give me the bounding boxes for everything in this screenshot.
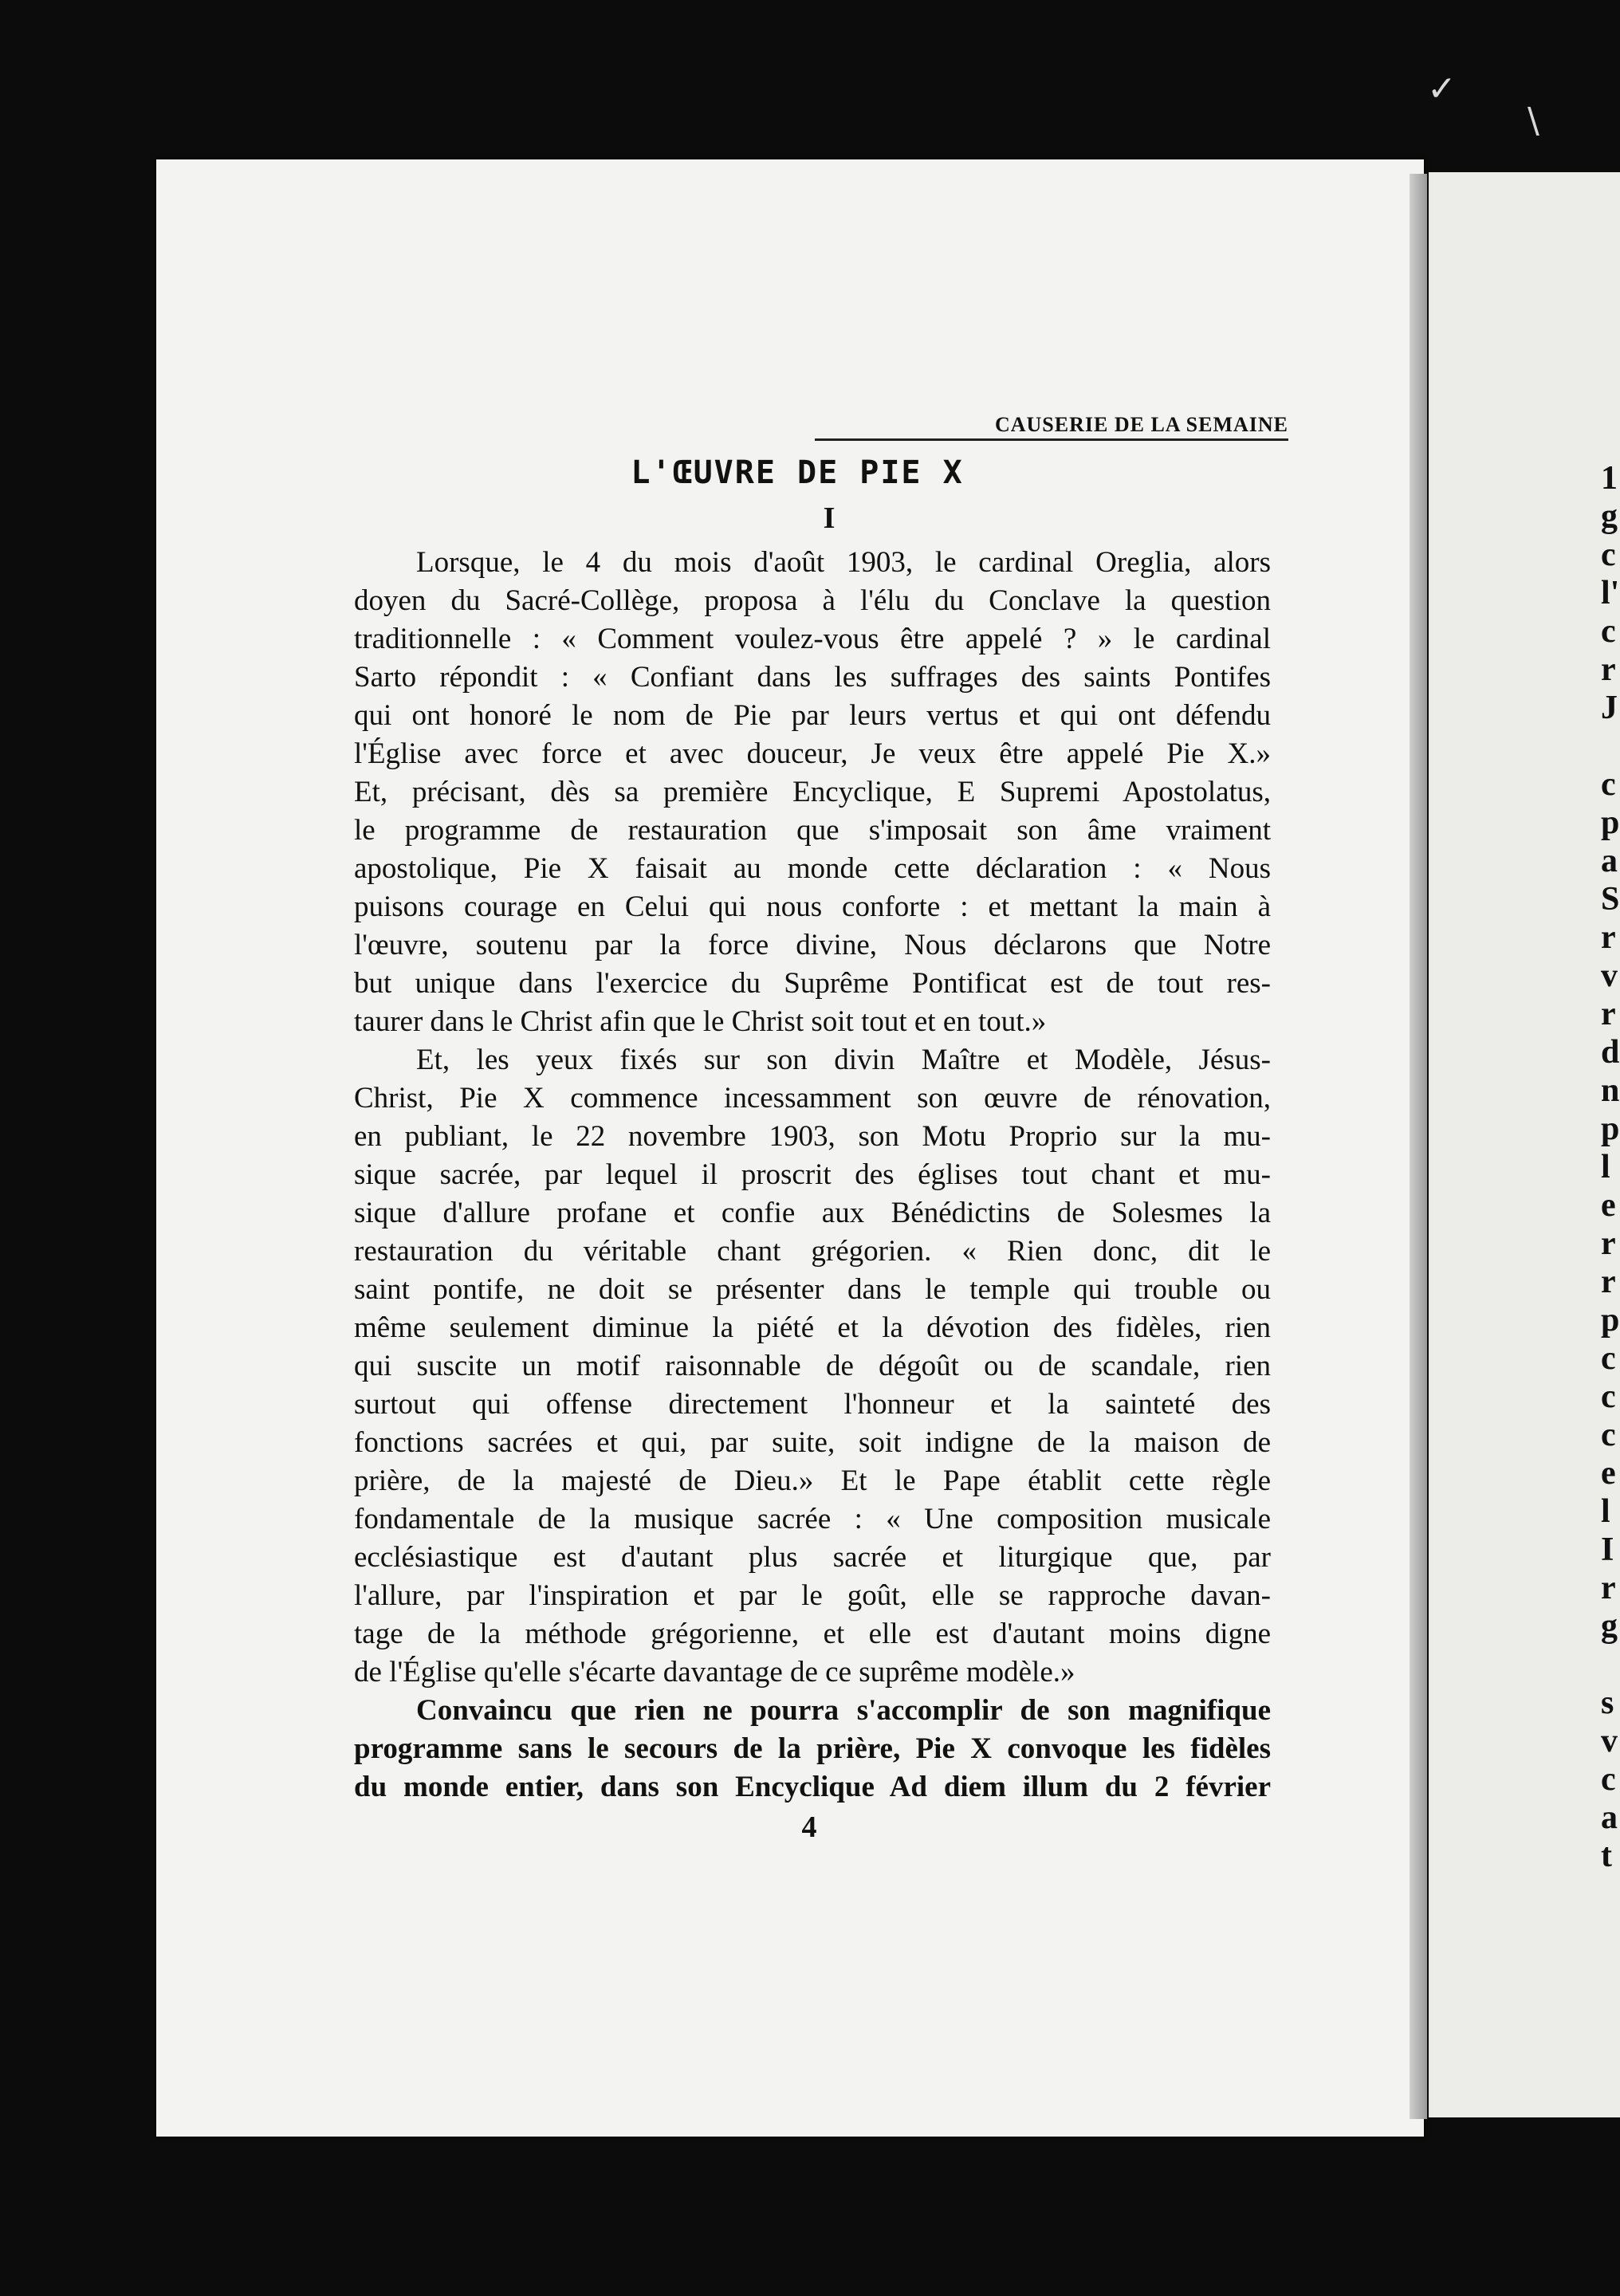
facing-page-letter: c [1601,1761,1616,1798]
facing-page-letter: e [1601,1455,1616,1492]
facing-page-letter: p [1601,1302,1620,1339]
text-line: l'allure, par l'inspiration et par le goût, elle se rapproche davan- [354,1579,1271,1612]
text-line: de l'Église qu'elle s'écarte davantage de ce suprême modèle.» [354,1656,1075,1689]
facing-page-letter: l' [1601,575,1620,611]
text-line: même seulement diminue la piété et la dévotion des fidèles, rien [354,1311,1271,1344]
facing-page-letter: r [1601,651,1616,688]
text-line: l'œuvre, soutenu par la force divine, Nous déclarons que Notre [354,929,1271,961]
text-line: traditionnelle : « Comment voulez-vous être appelé ? » le cardinal [354,623,1271,655]
text-line: but unique dans l'exercice du Suprême Pontificat est de tout res- [354,967,1271,1000]
page-number: 4 [801,1810,817,1844]
text-line: qui ont honoré le nom de Pie par leurs vertus et qui ont défendu [354,699,1271,732]
facing-page-letter: g [1601,498,1618,535]
facing-page-letter: g [1601,1608,1618,1645]
facing-page-letter: J [1601,690,1618,726]
text-line: qui suscite un motif raisonnable de dégoût ou de scandale, rien [354,1350,1271,1382]
text-line: Sarto répondit : « Confiant dans les suffrages des saints Pontifes [354,661,1271,694]
text-line: Christ, Pie X commence incessamment son œuvre de rénovation, [354,1082,1271,1115]
facing-page-letter: r [1601,919,1616,956]
text-line: fonctions sacrées et qui, par suite, soit indigne de la maison de [354,1426,1271,1459]
facing-page-letter: a [1601,843,1618,879]
facing-page [1429,172,1620,2117]
text-line: ecclésiastique est d'autant plus sacrée et liturgique que, par [354,1541,1271,1574]
text-line: taurer dans le Christ afin que le Christ soit tout et en tout.» [354,1005,1047,1038]
text-line: l'Église avec force et avec douceur, Je veux être appelé Pie X.» [354,737,1271,770]
page-edge [1410,174,1427,2119]
text-line: prière, de la majesté de Dieu.» Et le Pape établit cette règle [354,1464,1271,1497]
text-line: Convaincu que rien ne pourra s'accomplir de son magnifique [416,1694,1271,1727]
facing-page-letter: c [1601,613,1616,650]
facing-page-letter: p [1601,1111,1620,1147]
facing-page-letter: n [1601,1072,1620,1109]
text-line: Lorsque, le 4 du mois d'août 1903, le cardinal Oreglia, alors [416,546,1271,579]
text-line: sique sacrée, par lequel il proscrit des églises tout chant et mu- [354,1158,1271,1191]
facing-page-letter: t [1601,1838,1612,1874]
text-line: restauration du véritable chant grégorien. « Rien donc, dit le [354,1235,1271,1268]
facing-page-letter: v [1601,957,1618,994]
text-line: puisons courage en Celui qui nous conforte : et mettant la main à [354,890,1271,923]
facing-page-letter: 1 [1601,460,1618,497]
facing-page-letter: S [1601,881,1620,918]
text-line: tage de la méthode grégorienne, et elle est d'autant moins digne [354,1618,1271,1650]
text-line: Et, précisant, dès sa première Encyclique, E Supremi Apostolatus, [354,776,1271,808]
article-body [354,544,1271,1807]
facing-page-letter: c [1601,1417,1616,1453]
facing-page-letter: r [1601,1570,1616,1606]
text-line: saint pontife, ne doit se présenter dans le temple qui trouble ou [354,1273,1271,1306]
facing-page-letter: c [1601,1378,1616,1415]
facing-page-letter: r [1601,996,1616,1032]
scan-checkmark: ✓ [1427,69,1457,109]
text-line: surtout qui offense directement l'honneur et la sainteté des [354,1388,1271,1421]
facing-page-letter: r [1601,1225,1616,1262]
scan-stroke-mark: \ [1528,100,1539,141]
facing-page-letter: d [1601,1034,1620,1071]
text-line: le programme de restauration que s'imposait son âme vraiment [354,814,1271,847]
facing-page-letter: c [1601,1340,1616,1377]
article-title: L'ŒUVRE DE PIE X [631,454,964,491]
facing-page-letter: l [1601,1493,1610,1530]
text-line: doyen du Sacré-Collège, proposa à l'élu du Conclave la question [354,584,1271,617]
facing-page-letter: l [1601,1149,1610,1185]
facing-page-letter: e [1601,1187,1616,1224]
text-line: Et, les yeux fixés sur son divin Maître et Modèle, Jésus- [416,1044,1271,1076]
text-line: programme sans le secours de la prière, Pie X convoque les fidèles [354,1732,1271,1765]
facing-page-letter: I [1601,1531,1614,1568]
facing-page-letter: p [1601,804,1620,841]
facing-page-letter [1601,727,1620,765]
facing-page-letter: s [1601,1685,1614,1721]
facing-page-letter: a [1601,1799,1618,1836]
text-line: sique d'allure profane et confie aux Bénédictins de Solesmes la [354,1197,1271,1229]
section-number: I [823,501,836,535]
text-line: apostolique, Pie X faisait au monde cette déclaration : « Nous [354,852,1271,885]
running-head: CAUSERIE DE LA SEMAINE [815,413,1288,441]
facing-page-letter: r [1601,1264,1616,1300]
facing-page-letter: c [1601,537,1616,573]
text-line: fondamentale de la musique sacrée : « Une composition musicale [354,1503,1271,1535]
facing-page-letter: v [1601,1723,1618,1759]
text-line: en publiant, le 22 novembre 1903, son Motu Proprio sur la mu- [354,1120,1271,1153]
facing-page-letter [1601,1645,1620,1684]
facing-page-text-edge [1601,459,1620,1875]
facing-page-letter: c [1601,766,1616,803]
text-line: du monde entier, dans son Encyclique Ad diem illum du 2 février [354,1771,1271,1803]
